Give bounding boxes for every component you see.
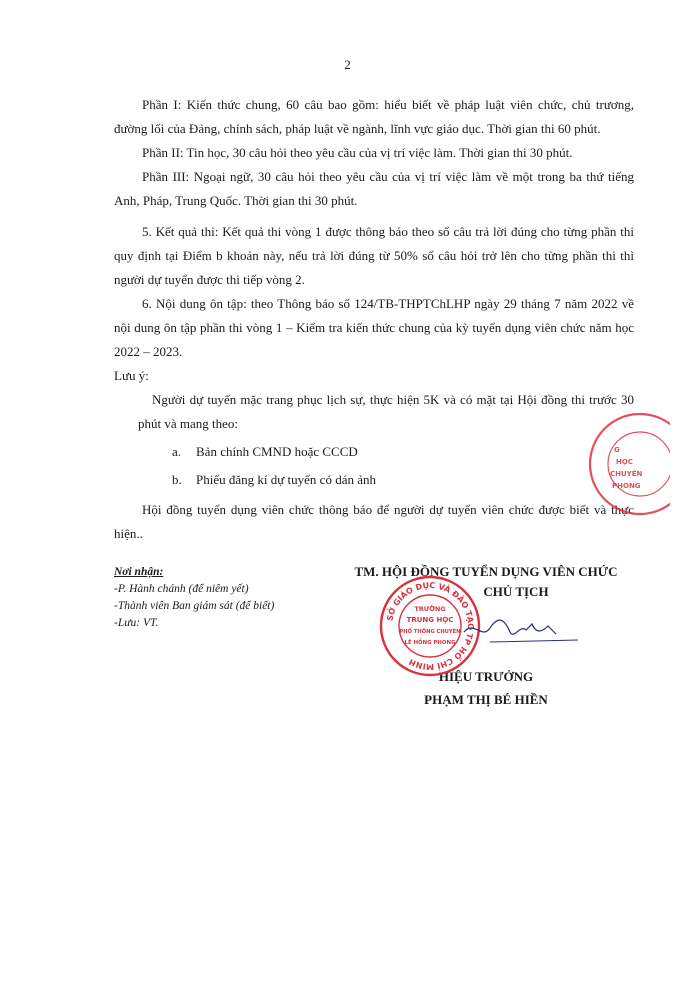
signature-principal: HIỆU TRƯỞNG xyxy=(438,669,534,684)
svg-text:TRUNG HỌC: TRUNG HỌC xyxy=(406,616,454,624)
signature-council: TM. HỘI ĐỒNG TUYỂN DỤNG VIÊN CHỨC xyxy=(354,564,618,579)
svg-text:CHUYÊN: CHUYÊN xyxy=(610,470,643,478)
document-body xyxy=(114,93,634,546)
note-sub-item-a: a. Bản chính CMND hoặc CCCD xyxy=(172,444,358,459)
paragraph-part-1: Phần I: Kiến thức chung, 60 câu bao gồm: hiểu biết về pháp luật viên chức, chủ trương, đường lối của Đảng, chính sách, pháp luật về ngành, lĩnh vực giáo dục. Thời gian thi 60 phút. xyxy=(114,97,634,136)
note-label: Lưu ý: xyxy=(114,368,149,383)
paragraph-part-2: Phần II: Tin học, 30 câu hỏi theo yêu cầu của vị trí việc làm. Thời gian thi 30 phút. xyxy=(142,145,573,160)
note-text: Người dự tuyển mặc trang phục lịch sự, thực hiện 5K và có mặt tại Hội đồng thi trước 30 phút và mang theo: xyxy=(138,392,634,431)
svg-text:LÊ HỒNG PHONG: LÊ HỒNG PHONG xyxy=(404,640,456,646)
recipient-line: -P. Hành chánh (để niêm yết) xyxy=(114,583,249,595)
note-sub-item-b: b. Phiếu đăng kí dự tuyển có dán ảnh xyxy=(172,472,376,487)
recipient-line: -Lưu: VT. xyxy=(114,617,159,629)
partial-seal-icon xyxy=(586,404,670,524)
handwritten-signature-icon xyxy=(460,610,580,650)
svg-text:TRƯỜNG: TRƯỜNG xyxy=(414,605,446,613)
recipients-block xyxy=(114,564,274,632)
item-5: 5. Kết quả thi: Kết quả thi vòng 1 được thông báo theo số câu trả lời đúng cho từng phần thi quy định tại Điểm b khoản này, nếu trả lời đúng từ 50% số câu hỏi trở lên cho từng phần thi thì người dự tuyển được thi tiếp vòng 2. xyxy=(114,224,634,287)
svg-text:SỞ GIÁO DỤC VÀ ĐÀO TẠO TP HỒ C: SỞ GIÁO DỤC VÀ ĐÀO TẠO TP HỒ CHÍ MINH xyxy=(385,580,476,672)
svg-text:PHONG: PHONG xyxy=(612,482,641,490)
page-number: 2 xyxy=(344,57,351,72)
recipients-title: Nơi nhận: xyxy=(114,566,164,578)
svg-text:G: G xyxy=(614,446,620,454)
paragraph-part-3: Phần III: Ngoại ngữ, 30 câu hỏi theo yêu cầu của vị trí việc làm về một trong ba thứ tiếng Anh, Pháp, Trung Quốc. Thời gian thi 30 phút. xyxy=(114,169,634,208)
closing-paragraph: Hội đồng tuyển dụng viên chức thông báo để người dự tuyển viên chức được biết và thực hiện.. xyxy=(114,502,634,541)
svg-text:PHỔ THÔNG CHUYÊN: PHỔ THÔNG CHUYÊN xyxy=(399,629,461,635)
signature-chairman: CHỦ TỊCH xyxy=(483,584,549,599)
recipient-line: -Thành viên Ban giám sát (để biết) xyxy=(114,600,275,612)
svg-text:HỌC: HỌC xyxy=(616,458,633,466)
item-6: 6. Nội dung ôn tập: theo Thông báo số 124/TB-THPTChLHP ngày 29 tháng 7 năm 2022 về nội dung ôn tập phần thi vòng 1 – Kiểm tra kiến thức chung của kỳ tuyển dụng viên chức năm học 2022 – 2023. xyxy=(114,296,634,359)
signer-name: PHẠM THỊ BÉ HIỀN xyxy=(424,692,548,707)
